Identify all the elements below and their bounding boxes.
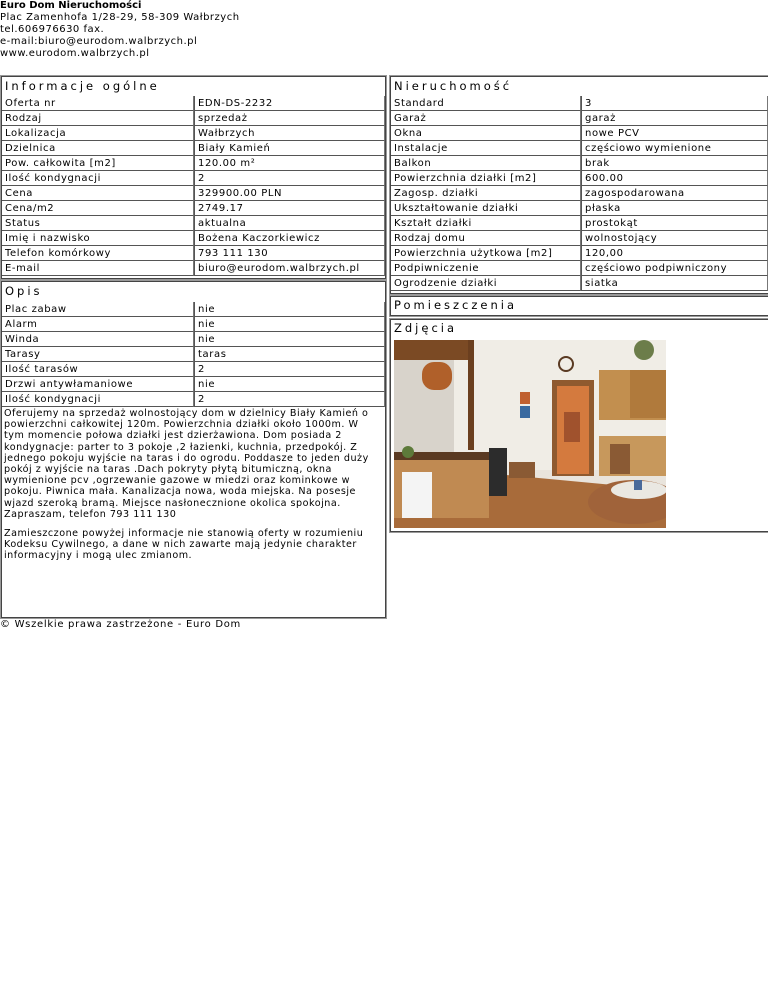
table-row	[2, 201, 385, 216]
field-label: Telefon komórkowy	[2, 246, 194, 261]
agency-www: www.eurodom.walbrzych.pl	[0, 48, 150, 59]
table-row	[2, 377, 385, 392]
field-value: garaż	[581, 111, 768, 126]
table-row	[391, 171, 768, 186]
field-label: Plac zabaw	[2, 302, 194, 317]
table-row	[2, 392, 385, 407]
field-value: 329900.00 PLN	[194, 186, 385, 201]
field-value: nie	[194, 377, 385, 392]
field-label: Instalacje	[391, 141, 581, 156]
table-row	[391, 261, 768, 276]
table-row	[2, 302, 385, 317]
table-row	[2, 246, 385, 261]
field-value: częściowo podpiwniczony	[581, 261, 768, 276]
property-table	[391, 96, 768, 291]
field-value: 600.00	[581, 171, 768, 186]
photos-title: Zdjęcia	[394, 321, 458, 335]
field-value: siatka	[581, 276, 768, 291]
field-label: Standard	[391, 96, 581, 111]
description-text-block	[4, 408, 380, 570]
kitchen-photo[interactable]	[394, 340, 666, 528]
table-row	[391, 156, 768, 171]
general-table	[2, 96, 385, 276]
field-label: Ilość kondygnacji	[2, 171, 194, 186]
field-value: aktualna	[194, 216, 385, 231]
field-label: Status	[2, 216, 194, 231]
field-value: 2	[194, 171, 385, 186]
agency-name: Euro Dom Nieruchomości	[0, 0, 142, 11]
field-value: Bożena Kaczorkiewicz	[194, 231, 385, 246]
table-row	[2, 347, 385, 362]
field-label: Tarasy	[2, 347, 194, 362]
table-row	[391, 186, 768, 201]
field-label: Drzwi antywłamaniowe	[2, 377, 194, 392]
table-row	[2, 261, 385, 276]
field-value: nowe PCV	[581, 126, 768, 141]
field-label: Balkon	[391, 156, 581, 171]
field-value: wolnostojący	[581, 231, 768, 246]
agency-phone: tel.606976630 fax.	[0, 24, 105, 35]
table-row	[391, 216, 768, 231]
field-label: Pow. całkowita [m2]	[2, 156, 194, 171]
field-value: sprzedaż	[194, 111, 385, 126]
field-label: Garaż	[391, 111, 581, 126]
table-row	[2, 96, 385, 111]
table-row	[391, 126, 768, 141]
table-row	[391, 276, 768, 291]
field-value: 120.00 m²	[194, 156, 385, 171]
field-value: częściowo wymienione	[581, 141, 768, 156]
field-value: nie	[194, 317, 385, 332]
field-label: Dzielnica	[2, 141, 194, 156]
kitchen-photo-image	[394, 340, 666, 528]
table-row	[2, 231, 385, 246]
field-value: 2	[194, 362, 385, 377]
field-value: Wałbrzych	[194, 126, 385, 141]
field-label: Rodzaj	[2, 111, 194, 126]
table-row	[2, 332, 385, 347]
field-value: prostokąt	[581, 216, 768, 231]
field-label: Ogrodzenie działki	[391, 276, 581, 291]
field-value: zagospodarowana	[581, 186, 768, 201]
field-value: brak	[581, 156, 768, 171]
footer-copyright: © Wszelkie prawa zastrzeżone - Euro Dom	[0, 619, 241, 630]
field-label: Alarm	[2, 317, 194, 332]
field-value: płaska	[581, 201, 768, 216]
table-row	[391, 141, 768, 156]
description-table	[2, 302, 385, 407]
table-row	[2, 111, 385, 126]
field-value: 2749.17	[194, 201, 385, 216]
field-value: EDN-DS-2232	[194, 96, 385, 111]
field-label: Kształt działki	[391, 216, 581, 231]
property-title: Nieruchomość	[394, 79, 513, 93]
field-label: Okna	[391, 126, 581, 141]
field-label: Cena	[2, 186, 194, 201]
table-row	[2, 317, 385, 332]
table-row	[2, 362, 385, 377]
field-label: Lokalizacja	[2, 126, 194, 141]
rooms-title: Pomieszczenia	[394, 298, 518, 312]
table-row	[391, 231, 768, 246]
field-value: 793 111 130	[194, 246, 385, 261]
field-value: 2	[194, 392, 385, 407]
table-row	[2, 216, 385, 231]
description-text: Oferujemy na sprzedaż wolnostojący dom w dzielnicy Biały Kamień o powierzchni całkowitej 120m. Powierzchnia działki około 1000m. W tym momencie połowa działki jest dzierżawiona. Dom posiada 2 kondygnacje: parter to 3 pokoje ,2 łazienki, kuchnia, przedpokój. Z jednego pokoju wyjście na taras i do ogrodu. Poddasze to jeden duży pokój z wyjście na taras .Dach pokryty płytą bitumiczną, okna wymienione pcv ,ogrzewanie gazowe w miedzi oraz kominkowe w pokoju. Piwnica mała. Kanalizacja nowa, woda miejska. Na posesje wjazd szeroką bramą. Miejsce nasłonecznione okolica spokojna. Zapraszam, telefon 793 111 130	[4, 408, 369, 520]
table-row	[2, 186, 385, 201]
field-label: Powierzchnia działki [m2]	[391, 171, 581, 186]
table-row	[391, 96, 768, 111]
field-label: Rodzaj domu	[391, 231, 581, 246]
agency-email: e-mail:biuro@eurodom.walbrzych.pl	[0, 36, 198, 47]
field-label: E-mail	[2, 261, 194, 276]
field-value: nie	[194, 302, 385, 317]
disclaimer-text: Zamieszczone powyżej informacje nie stanowią oferty w rozumieniu Kodeksu Cywilnego, a dane w nich zawarte mają jedynie charakter informacyjny i mogą ulec zmianom.	[4, 528, 364, 562]
field-label: Ukształtowanie działki	[391, 201, 581, 216]
field-value: 3	[581, 96, 768, 111]
field-value: Biały Kamień	[194, 141, 385, 156]
field-label: Zagosp. działki	[391, 186, 581, 201]
general-title: Informacje ogólne	[5, 79, 160, 93]
agency-header	[0, 0, 240, 60]
table-row	[2, 126, 385, 141]
table-row	[391, 201, 768, 216]
table-row	[391, 246, 768, 261]
field-label: Cena/m2	[2, 201, 194, 216]
field-label: Oferta nr	[2, 96, 194, 111]
table-row	[2, 171, 385, 186]
table-row	[2, 141, 385, 156]
field-label: Ilość kondygnacji	[2, 392, 194, 407]
field-label: Powierzchnia użytkowa [m2]	[391, 246, 581, 261]
field-label: Imię i nazwisko	[2, 231, 194, 246]
field-value: nie	[194, 332, 385, 347]
agency-address: Plac Zamenhofa 1/28-29, 58-309 Wałbrzych	[0, 12, 240, 23]
table-row	[2, 156, 385, 171]
description-title: Opis	[5, 284, 43, 298]
field-label: Ilość tarasów	[2, 362, 194, 377]
field-label: Winda	[2, 332, 194, 347]
field-value: 120,00	[581, 246, 768, 261]
field-value: taras	[194, 347, 385, 362]
table-row	[391, 111, 768, 126]
field-value: biuro@eurodom.walbrzych.pl	[194, 261, 385, 276]
field-label: Podpiwniczenie	[391, 261, 581, 276]
